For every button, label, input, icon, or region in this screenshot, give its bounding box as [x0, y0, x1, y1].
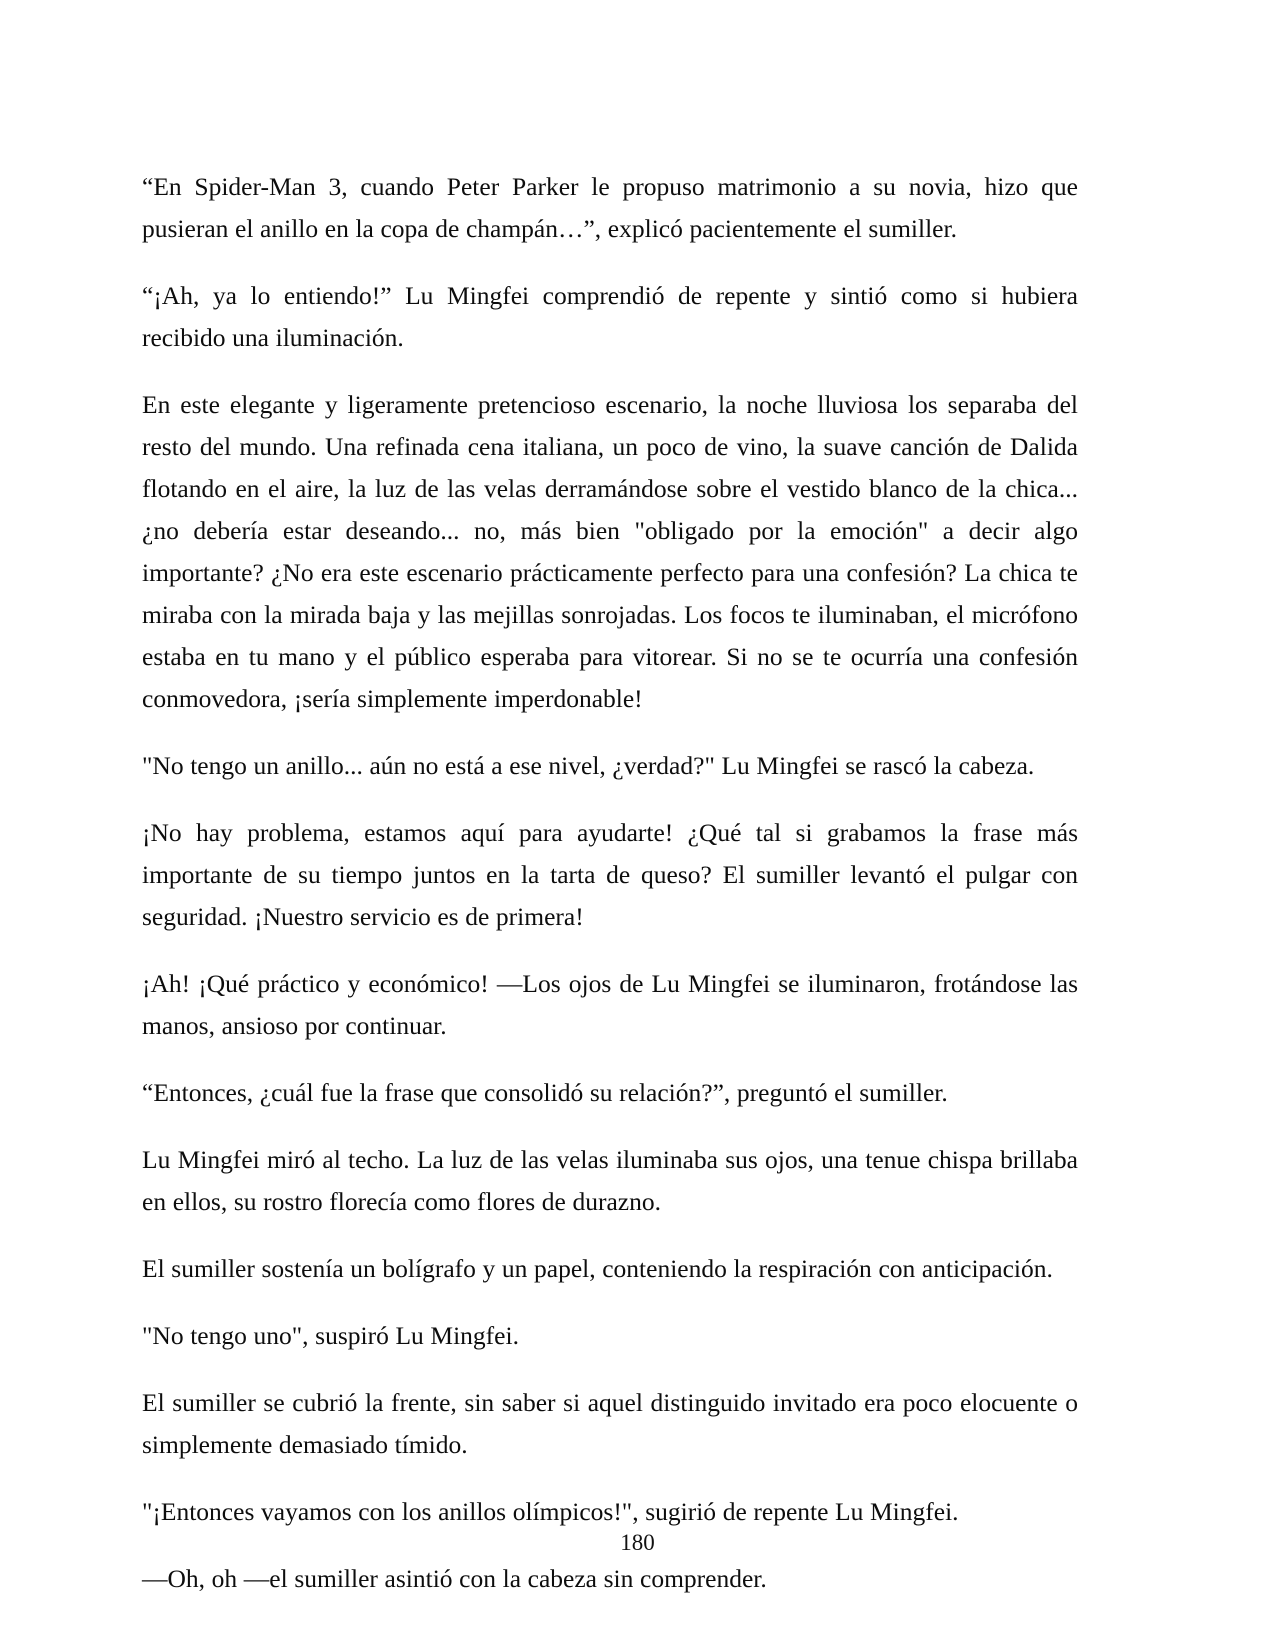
paragraph: “En Spider-Man 3, cuando Peter Parker le propuso matrimonio a su novia, hizo que pusieran el anillo en la copa de champán…”, explicó pacientemente el sumiller. [142, 172, 1078, 243]
paragraph: “Entonces, ¿cuál fue la frase que consolidó su relación?”, preguntó el sumiller. [142, 1078, 948, 1107]
paragraph: ¡Ah! ¡Qué práctico y económico! —Los ojos de Lu Mingfei se iluminaron, frotándose las manos, ansioso por continuar. [142, 969, 1078, 1040]
page-number: 180 [620, 1530, 655, 1555]
paragraph: El sumiller se cubrió la frente, sin saber si aquel distinguido invitado era poco elocuente o simplemente demasiado tímido. [142, 1388, 1078, 1459]
paragraph: —Oh, oh —el sumiller asintió con la cabeza sin comprender. [142, 1564, 767, 1593]
paragraph: “¡Ah, ya lo entiendo!” Lu Mingfei comprendió de repente y sintió como si hubiera recibido una iluminación. [142, 281, 1078, 352]
paragraph: El sumiller sostenía un bolígrafo y un papel, conteniendo la respiración con anticipación. [142, 1254, 1053, 1283]
paragraph: Lu Mingfei miró al techo. La luz de las velas iluminaba sus ojos, una tenue chispa brillaba en ellos, su rostro florecía como flores de durazno. [142, 1145, 1078, 1216]
paragraph: "No tengo uno", suspiró Lu Mingfei. [142, 1321, 519, 1350]
paragraph: "No tengo un anillo... aún no está a ese nivel, ¿verdad?" Lu Mingfei se rascó la cabeza. [142, 751, 1035, 780]
page-body-text [142, 166, 1078, 1600]
paragraph: ¡No hay problema, estamos aquí para ayudarte! ¿Qué tal si grabamos la frase más importante de su tiempo juntos en la tarta de queso? El sumiller levantó el pulgar con seguridad. ¡Nuestro servicio es de primera! [142, 818, 1078, 931]
paragraph: "¡Entonces vayamos con los anillos olímpicos!", sugirió de repente Lu Mingfei. [142, 1497, 959, 1526]
paragraph: En este elegante y ligeramente pretencioso escenario, la noche lluviosa los separaba del resto del mundo. Una refinada cena italiana, un poco de vino, la suave canción de Dalida flotando en el aire, la luz de las velas derramándose sobre el vestido blanco de la chica... ¿no debería estar deseando... no, más bien "obligado por la emoción" a decir algo importante? ¿No era este escenario prácticamente perfecto para una confesión? La chica te miraba con la mirada baja y las mejillas sonrojadas. Los focos te iluminaban, el micrófono estaba en tu mano y el público esperaba para vitorear. Si no se te ocurría una confesión conmovedora, ¡sería simplemente imperdonable! [142, 390, 1078, 713]
